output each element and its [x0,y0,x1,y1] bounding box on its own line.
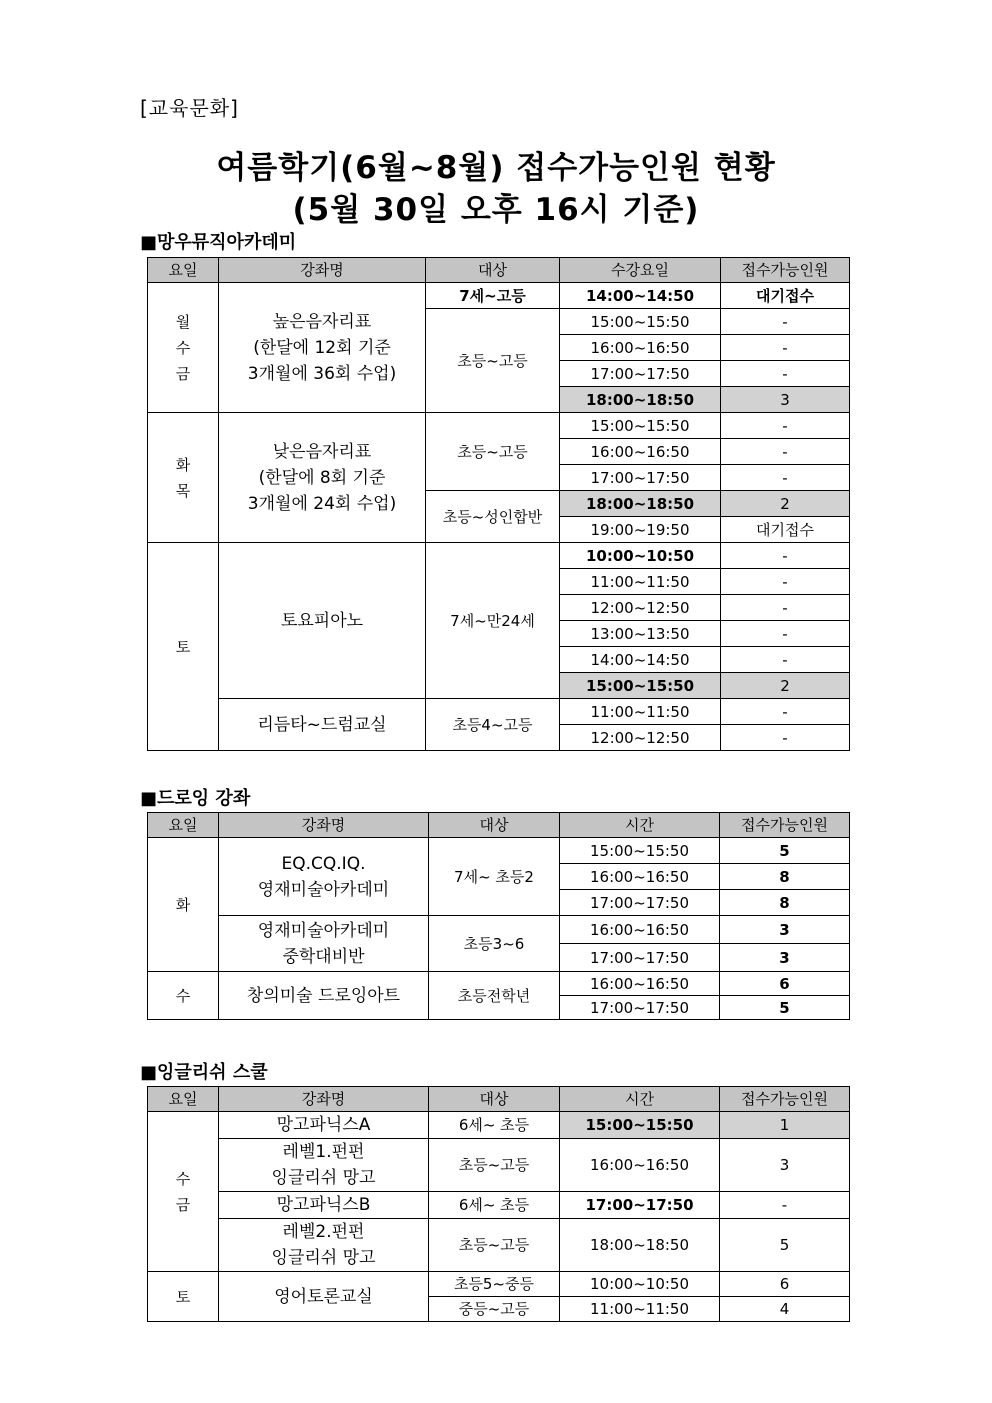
availability-cell: - [721,335,850,361]
day-cell [148,543,219,751]
course-name-line: 낮은음자리표 [272,441,372,462]
course-name-line: 레벨2.펀펀 [282,1222,365,1242]
day-label: 금 [175,364,191,383]
time-cell: 15:00~15:50 [560,413,721,439]
availability-cell: - [721,725,850,751]
course-name-line: 토요피아노 [280,610,364,631]
availability-cell: 3 [721,387,850,413]
time-cell: 17:00~17:50 [560,361,721,387]
time-cell: 16:00~16:50 [560,335,721,361]
time-cell: 15:00~15:50 [560,673,721,699]
column-header-availability: 접수가능인원 [720,1087,850,1112]
time-cell: 13:00~13:50 [560,621,721,647]
page-title: 여름학기(6월~8월) 접수가능인원 현황 [216,150,776,186]
time-cell: 14:00~14:50 [560,647,721,673]
day-label: 월 [175,312,191,331]
course-name-cell [219,972,429,1020]
day-label: 화 [175,455,191,474]
day-label: 수 [175,338,191,357]
time-cell: 15:00~15:50 [560,309,721,335]
day-cell [148,1272,219,1322]
course-name-line: 레벨1.펀펀 [282,1142,365,1162]
course-name-line: 영재미술아카데미 [257,879,390,900]
day-label: 금 [175,1195,191,1214]
course-name-cell [219,1219,429,1272]
course-name-cell [219,699,426,751]
course-name-line: 중학대비반 [282,946,365,967]
course-name-line: (한달에 8회 기준 [258,467,386,488]
target-cell: 중등~고등 [429,1297,560,1322]
time-cell: 17:00~17:50 [560,1192,720,1219]
course-name-line: 영어토론교실 [274,1286,373,1307]
availability-cell: - [721,361,850,387]
target-cell: 초등3~6 [429,916,560,972]
table-row [148,413,850,439]
time-cell: 18:00~18:50 [560,387,721,413]
column-header-target: 대상 [429,813,560,838]
availability-cell: 4 [720,1297,850,1322]
availability-cell: - [721,621,850,647]
time-cell: 15:00~15:50 [560,838,720,864]
availability-cell: 3 [720,944,850,972]
course-name-cell [219,1192,429,1219]
availability-cell: 5 [720,1219,850,1272]
availability-cell: 8 [720,890,850,916]
availability-cell: - [721,543,850,569]
availability-cell: - [721,465,850,491]
course-name-cell [219,1272,429,1322]
time-cell: 16:00~16:50 [560,972,720,996]
availability-cell: 2 [721,491,850,517]
table-row [148,838,850,864]
availability-cell: 대기접수 [721,517,850,543]
english-schedule-table [147,1086,850,1322]
course-name-line: 망고파닉스A [276,1115,371,1135]
day-label: 목 [175,481,191,500]
course-name-line: 영재미술아카데미 [257,920,390,941]
availability-cell: - [721,699,850,725]
course-name-cell [219,543,426,699]
course-name-cell [219,413,426,543]
course-name-cell [219,1112,429,1139]
availability-cell: 6 [720,972,850,996]
time-cell: 12:00~12:50 [560,725,721,751]
column-header-course: 강좌명 [219,258,426,283]
course-name-cell [219,916,429,972]
target-cell: 초등5~중등 [429,1272,560,1297]
target-cell: 6세~ 초등 [429,1112,560,1139]
day-label: 토 [175,1287,191,1306]
page-subtitle: (5월 30일 오후 16시 기준) [292,192,700,228]
table-row [148,283,850,309]
table-row [148,972,850,996]
target-cell: 초등~고등 [429,1139,560,1192]
course-name-cell [219,1139,429,1192]
day-cell [148,972,219,1020]
course-name-cell [219,838,429,916]
time-cell: 11:00~11:50 [560,699,721,725]
time-cell: 12:00~12:50 [560,595,721,621]
column-header-course: 강좌명 [219,1087,429,1112]
column-header-time: 수강요일 [560,258,721,283]
time-cell: 10:00~10:50 [560,543,721,569]
drawing-schedule-table [147,812,850,1020]
availability-cell: 대기접수 [721,283,850,309]
target-cell: 초등~고등 [429,1219,560,1272]
target-cell: 초등전학년 [429,972,560,1020]
time-cell: 17:00~17:50 [560,944,720,972]
day-label: 토 [175,637,191,656]
column-header-day: 요일 [148,813,219,838]
day-cell [148,413,219,543]
target-cell: 초등~고등 [426,413,560,491]
column-header-availability: 접수가능인원 [721,258,850,283]
target-cell: 7세~만24세 [426,543,560,699]
column-header-day: 요일 [148,258,219,283]
table-header-row [148,258,850,283]
day-cell [148,1112,219,1272]
day-cell [148,838,219,972]
availability-cell: - [721,569,850,595]
course-name-line: (한달에 12회 기준 [253,337,391,358]
availability-cell: 5 [720,996,850,1020]
time-cell: 11:00~11:50 [560,1297,720,1322]
target-cell: 7세~고등 [426,283,560,309]
availability-cell: - [721,309,850,335]
course-name-line: 리듬타~드럼교실 [257,714,387,735]
time-cell: 16:00~16:50 [560,916,720,944]
table-row [148,1219,850,1272]
table-row [148,916,850,944]
section-heading-drawing: ■드로잉 강좌 [140,788,251,809]
day-cell [148,283,219,413]
day-label: 수 [175,1169,191,1188]
table-row [148,1112,850,1139]
column-header-time: 시간 [560,813,720,838]
time-cell: 18:00~18:50 [560,1219,720,1272]
category-label: [교육문화] [140,96,239,120]
target-cell: 6세~ 초등 [429,1192,560,1219]
availability-cell: 3 [720,1139,850,1192]
time-cell: 14:00~14:50 [560,283,721,309]
day-label: 화 [175,895,191,914]
time-cell: 17:00~17:50 [560,890,720,916]
table-row [148,1192,850,1219]
course-name-line: 창의미술 드로잉아트 [246,985,401,1006]
availability-cell: 6 [720,1272,850,1297]
column-header-course: 강좌명 [219,813,429,838]
column-header-target: 대상 [426,258,560,283]
column-header-availability: 접수가능인원 [720,813,850,838]
target-cell: 초등~고등 [426,309,560,413]
table-header-row [148,813,850,838]
availability-cell: - [721,595,850,621]
target-cell: 7세~ 초등2 [429,838,560,916]
availability-cell: 1 [720,1112,850,1139]
target-cell: 초등4~고등 [426,699,560,751]
availability-cell: 5 [720,838,850,864]
time-cell: 18:00~18:50 [560,491,721,517]
music-schedule-table [147,257,850,751]
time-cell: 17:00~17:50 [560,996,720,1020]
time-cell: 15:00~15:50 [560,1112,720,1139]
course-name-line: 잉글리쉬 망고 [271,1248,376,1268]
time-cell: 19:00~19:50 [560,517,721,543]
time-cell: 10:00~10:50 [560,1272,720,1297]
time-cell: 16:00~16:50 [560,864,720,890]
availability-cell: - [721,439,850,465]
course-name-line: 망고파닉스B [276,1195,371,1215]
time-cell: 11:00~11:50 [560,569,721,595]
course-name-line: 3개월에 24회 수업) [247,493,397,514]
availability-cell: - [720,1192,850,1219]
day-label: 수 [175,986,191,1005]
course-name-line: EQ.CQ.IQ. [281,853,366,874]
table-row [148,1139,850,1192]
availability-cell: 2 [721,673,850,699]
table-row [148,543,850,569]
column-header-day: 요일 [148,1087,219,1112]
course-name-cell [219,283,426,413]
column-header-time: 시간 [560,1087,720,1112]
course-name-line: 높은음자리표 [272,311,372,332]
availability-cell: - [721,647,850,673]
time-cell: 16:00~16:50 [560,1139,720,1192]
section-heading-music: ■망우뮤직아카데미 [140,232,297,253]
availability-cell: 3 [720,916,850,944]
time-cell: 17:00~17:50 [560,465,721,491]
section-heading-english: ■잉글리쉬 스쿨 [140,1062,268,1083]
target-cell: 초등~성인합반 [426,491,560,543]
availability-cell: 8 [720,864,850,890]
table-header-row [148,1087,850,1112]
table-row [148,699,850,725]
column-header-target: 대상 [429,1087,560,1112]
time-cell: 16:00~16:50 [560,439,721,465]
table-row [148,1272,850,1297]
course-name-line: 잉글리쉬 망고 [271,1168,376,1188]
course-name-line: 3개월에 36회 수업) [247,363,397,384]
availability-cell: - [721,413,850,439]
